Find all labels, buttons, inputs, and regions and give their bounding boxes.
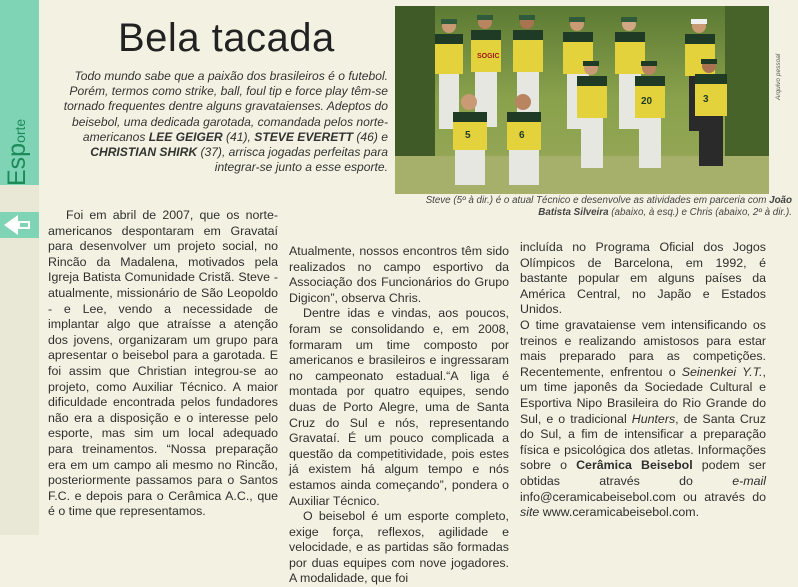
- lead-name-lee: LEE GEIGER: [148, 129, 223, 144]
- photo-credit: Arquivo pessoal: [775, 53, 782, 100]
- contact-email: info@ceramicabeisebol.com: [520, 489, 676, 504]
- article-column-3: [520, 240, 766, 521]
- column-3-paragraph-1: incluída no Programa Oficial dos Jogos Olímpicos de Barcelona, em 1992, é bastante popular em alguns países da América Central, no Japão e Estados Unidos.: [520, 240, 766, 317]
- section-label: [3, 118, 31, 186]
- team-hunters: Hunters: [631, 411, 676, 426]
- svg-text:SOGIC: SOGIC: [477, 53, 500, 60]
- headline: Bela tacada: [118, 16, 335, 60]
- svg-text:20: 20: [641, 96, 653, 107]
- photo-caption: Steve (5º à dir.) é o atual Técnico e desenvolve as atividades em parceria com João Batista Silveira (abaixo, à esq.) e Chris (abaixo, 2º à dir.).: [425, 195, 792, 218]
- section-label-big: Esp: [3, 142, 31, 186]
- column-3-paragraph-2: O time gravataiense vem intensificando os treinos e realizando amistosos para estar mais preparado para as competições. Recentemente, enfrentou o Seinenkei Y.T., um time japonês da Sociedade Cultural e Esportiva Nipo Brasileira do Rio Grande do Sul, e o tradicional Hunters, de Santa Cruz do Sul, a fim de intensificar a preparação física e psicológica dos atletas. Informações sobre o Cerâmica Beisebol podem ser obtidas através do e-mail info@ceramicabeisebol.com ou através do site www.ceramicabeisebol.com.: [520, 317, 767, 520]
- column-2-paragraph-1: Atualmente, nossos encontros têm sido realizados no campo esportivo da Associação dos Funcionários do Grupo Digicon”, observa Chris.: [289, 244, 509, 305]
- arrow-logo-icon: [0, 212, 39, 238]
- svg-text:6: 6: [519, 130, 525, 141]
- article-column-2: [289, 244, 509, 587]
- team-photo-illustration: [395, 6, 769, 194]
- team-seinenkei: Seinenkei Y.T.: [681, 364, 763, 379]
- column-2-paragraph-2: Dentre idas e vindas, aos poucos, foram se consolidando e, em 2008, formaram um time composto por americanos e brasileiros e ingressaram no campeonato estadual.“A liga é montada por quatro equipes, sendo duas de Porto Alegre, uma de Santa Cruz do Sul e nós, representando Gravataí. É um pouco complicada a questão da competitividade, pois estes já existem há algum tempo e nós estamos ainda começando”, pondera o Auxiliar Técnico.: [289, 306, 509, 508]
- contact-website: www.ceramicabeisebol.com.: [539, 505, 700, 520]
- svg-text:3: 3: [703, 94, 709, 105]
- lead-paragraph: Todo mundo sabe que a paixão dos brasileiros é o futebol. Porém, termos como strike, ball, foul tip e force play têm-se tornado frequentes dentre alguns gravataienses. Adeptos do beisebol, uma dedicada garotada, comandada pelos norte-americanos LEE GEIGER (41), STEVE EVERETT (46) e CHRISTIAN SHIRK (37), arrisca jogadas perfeitas para integrar-se junto a esse esporte.: [63, 69, 388, 175]
- lead-name-steve: STEVE EVERETT: [254, 129, 354, 144]
- svg-text:5: 5: [465, 130, 471, 141]
- brand-ceramica: Cerâmica Beisebol: [576, 458, 693, 473]
- column-1-paragraph: Foi em abril de 2007, que os norte-americanos despontaram em Gravataí para desenvolver um projeto social, no Rincão da Madalena, motivados pela Igreja Batista Comunidade Cristã. Steve - atualmente, missionário de São Leopoldo - e Lee, vendo a necessidade de implantar algo que atraísse a atenção dos jovens, organizaram um grupo para apresentar o beisebol para a garotada. E foi assim que Christian integrou-se ao projeto, como Auxiliar Técnico. A maior dificuldade encontrada pelos fundadores não era a disposição e o interesse pelo esporte, mas sim um local adequado para treinamentos. “Nossa preparação era em um campo ali mesmo no Rincão, posteriormente passamos para o Santos F.C. e depois para o Cerâmica A.C., que é o time que representamos.: [48, 208, 278, 519]
- section-label-small: orte: [12, 118, 28, 143]
- column-2-paragraph-3: O beisebol é um esporte completo, exige força, reflexos, agilidade e velocidade, e as partidas são formadas por duas equipes com nove jogadores. A modalidade, que foi: [289, 509, 509, 586]
- caption-name: João Batista Silveira: [538, 195, 792, 218]
- article-column-1: [48, 208, 278, 520]
- lead-name-christian: CHRISTIAN SHIRK: [90, 145, 198, 160]
- team-photo: [395, 6, 769, 194]
